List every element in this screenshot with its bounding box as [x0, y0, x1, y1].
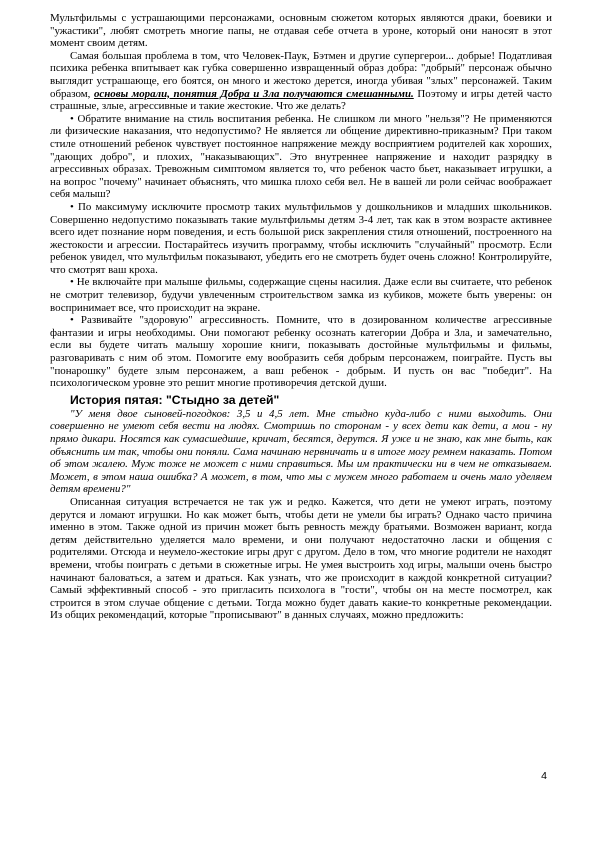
bullet-parenting-style: • Обратите внимание на стиль воспитания ребенка. Не слишком ли много "нельзя"? Не применяются ли физические наказания, что недопустимо? Не является ли общение директивно-приказным? При таком стиле отношений ребенок чувствует постоянное напряжение между восприятием родителей как хороших, "дающих добро", и плохих, "наказывающих". Это внутреннее напряжение и находит разрядку в агрессивных образах. Тревожным симптомом является то, что ребенок часто бьет, наказывает игрушки, а на вопрос "почему" начинает объяснять, что мишка плохо себя вел. Не в вашей ли роли сейчас воображает себя малыш?: [50, 112, 552, 201]
paragraph-text: Самая большая проблема в том, что Человек-Паук, Бэтмен и другие супергерои... добрые! Податливая психика ребенка впитывает как губка совершенно извращенный образ добра: "добрый" персонаж обычно выглядит устрашающе, его боятся, он много и жестоко дерется, иногда убивая "злых" персонажей. Таким образом,: [50, 49, 552, 100]
section-heading: История пятая: "Стыдно за детей": [70, 392, 280, 407]
paragraph-situation: Описанная ситуация встречается не так уж и редко. Кажется, что дети не умеют играть, поэтому дерутся и ломают игрушки. Но как может быть, чтобы дети не умели бы играть? Однако часто причина именно в этом. Также одной из причин может быть ревность между братьями. Возможен вариант, когда детям действительно уделяется мало времени, и они получают недостаточно ласки и общения с родителями. Отсюда и неумело-жестокие игры друг с другом. Дело в том, что многие родители не находят времени, чтобы поиграть с детьми в сюжетные игры. Не умея выстроить ход игры, малыши очень быстро начинают баловаться, а затем и драться. Как узнать, что же происходит в каждой конкретной ситуации? Самый эффективный способ - это пригласить психолога в "гости", чтобы он на месте посмотрел, как строится в этом случае общение с детьми. Тогда можно будет давать какие-то конкретные рекомендации. Из общих рекомендаций, которые "прописывают" в данных случаях, можно предложить:: [50, 495, 552, 622]
bullet-violence-films: • Не включайте при малыше фильмы, содержащие сцены насилия. Даже если вы считаете, что ребенок не смотрит телевизор, будучи увлеченным строительством замка из кубиков, можете быть уверены: он воспринимает все, что происходит на экране.: [50, 276, 552, 314]
page-number: 4: [541, 770, 547, 782]
quote-paragraph: "У меня двое сыновей-погодков: 3,5 и 4,5 лет. Мне стыдно куда-либо с ними выходить. Они совершенно не умеют себя вести на людях. Смотришь по сторонам - у всех дети как дети, а мои - ну прямо дикари. Носятся как сумасшедшие, кричат, бесятся, дерутся. Я уже и не знаю, как мне быть, как объяснить им так, чтобы они поняли. Сама начинаю нервничать и в итоге могу ремнем наказать. Потом об этом жалею. Муж тоже не может с ними справиться. Мы им практически ни в чем не отказываем. Может, в этом наша ошибка? А может, в том, что мы с мужем много работаем и очень мало уделяем детям времени?": [50, 407, 552, 496]
bullet-exclude-cartoons: • По максимуму исключите просмотр таких мультфильмов у дошкольников и младших школьников. Совершенно недопустимо показывать такие мультфильмы детям 3-4 лет, так как в этом возрасте активнее всего идет познание норм поведения, и есть большой риск закрепления стиля отношений, построенного на жестокости и агрессии. Постарайтесь изучить программу, чтобы исключить "случайный" просмотр. Если ребенок увидел, что мультфильм показывают, убедить его не смотреть будет очень сложно! Контролируйте, что смотрят ваш кроха.: [50, 200, 552, 276]
paragraph-intro: Мультфильмы с устрашающими персонажами, основным сюжетом которых являются драки, боевики и "ужастики", любят смотреть многие папы, не отдавая себе отчета в уроне, который они наносят в этот момент своим детям.: [50, 12, 552, 50]
bullet-healthy-aggression: • Развивайте "здоровую" агрессивность. Помните, что в дозированном количестве агрессивные фантазии и игры необходимы. Они помогают ребенку осознать категории Добра и Зла, и замечательно, если вы будете читать малышу хорошие книги, показывать достойные мультфильмы и фильмы, разговаривать с ним об этом. Помогите ему вообразить себя добрым персонажем, поиграйте. Пусть вы "понарошку" будете злым персонажем, а ваш ребенок - добрым. И пусть он вас "победит". На психологическом уровне это решит многие противоречия детской души.: [50, 314, 552, 390]
paragraph-superheroes: [50, 50, 552, 113]
document-page: [50, 12, 552, 622]
emphasis-text: основы морали, понятия Добра и Зла получаются смешанными.: [93, 87, 414, 100]
paragraph-text: Поэтому и игры детей часто страшные, злые, агрессивные и такие жестокие. Что же делать?: [50, 87, 552, 113]
